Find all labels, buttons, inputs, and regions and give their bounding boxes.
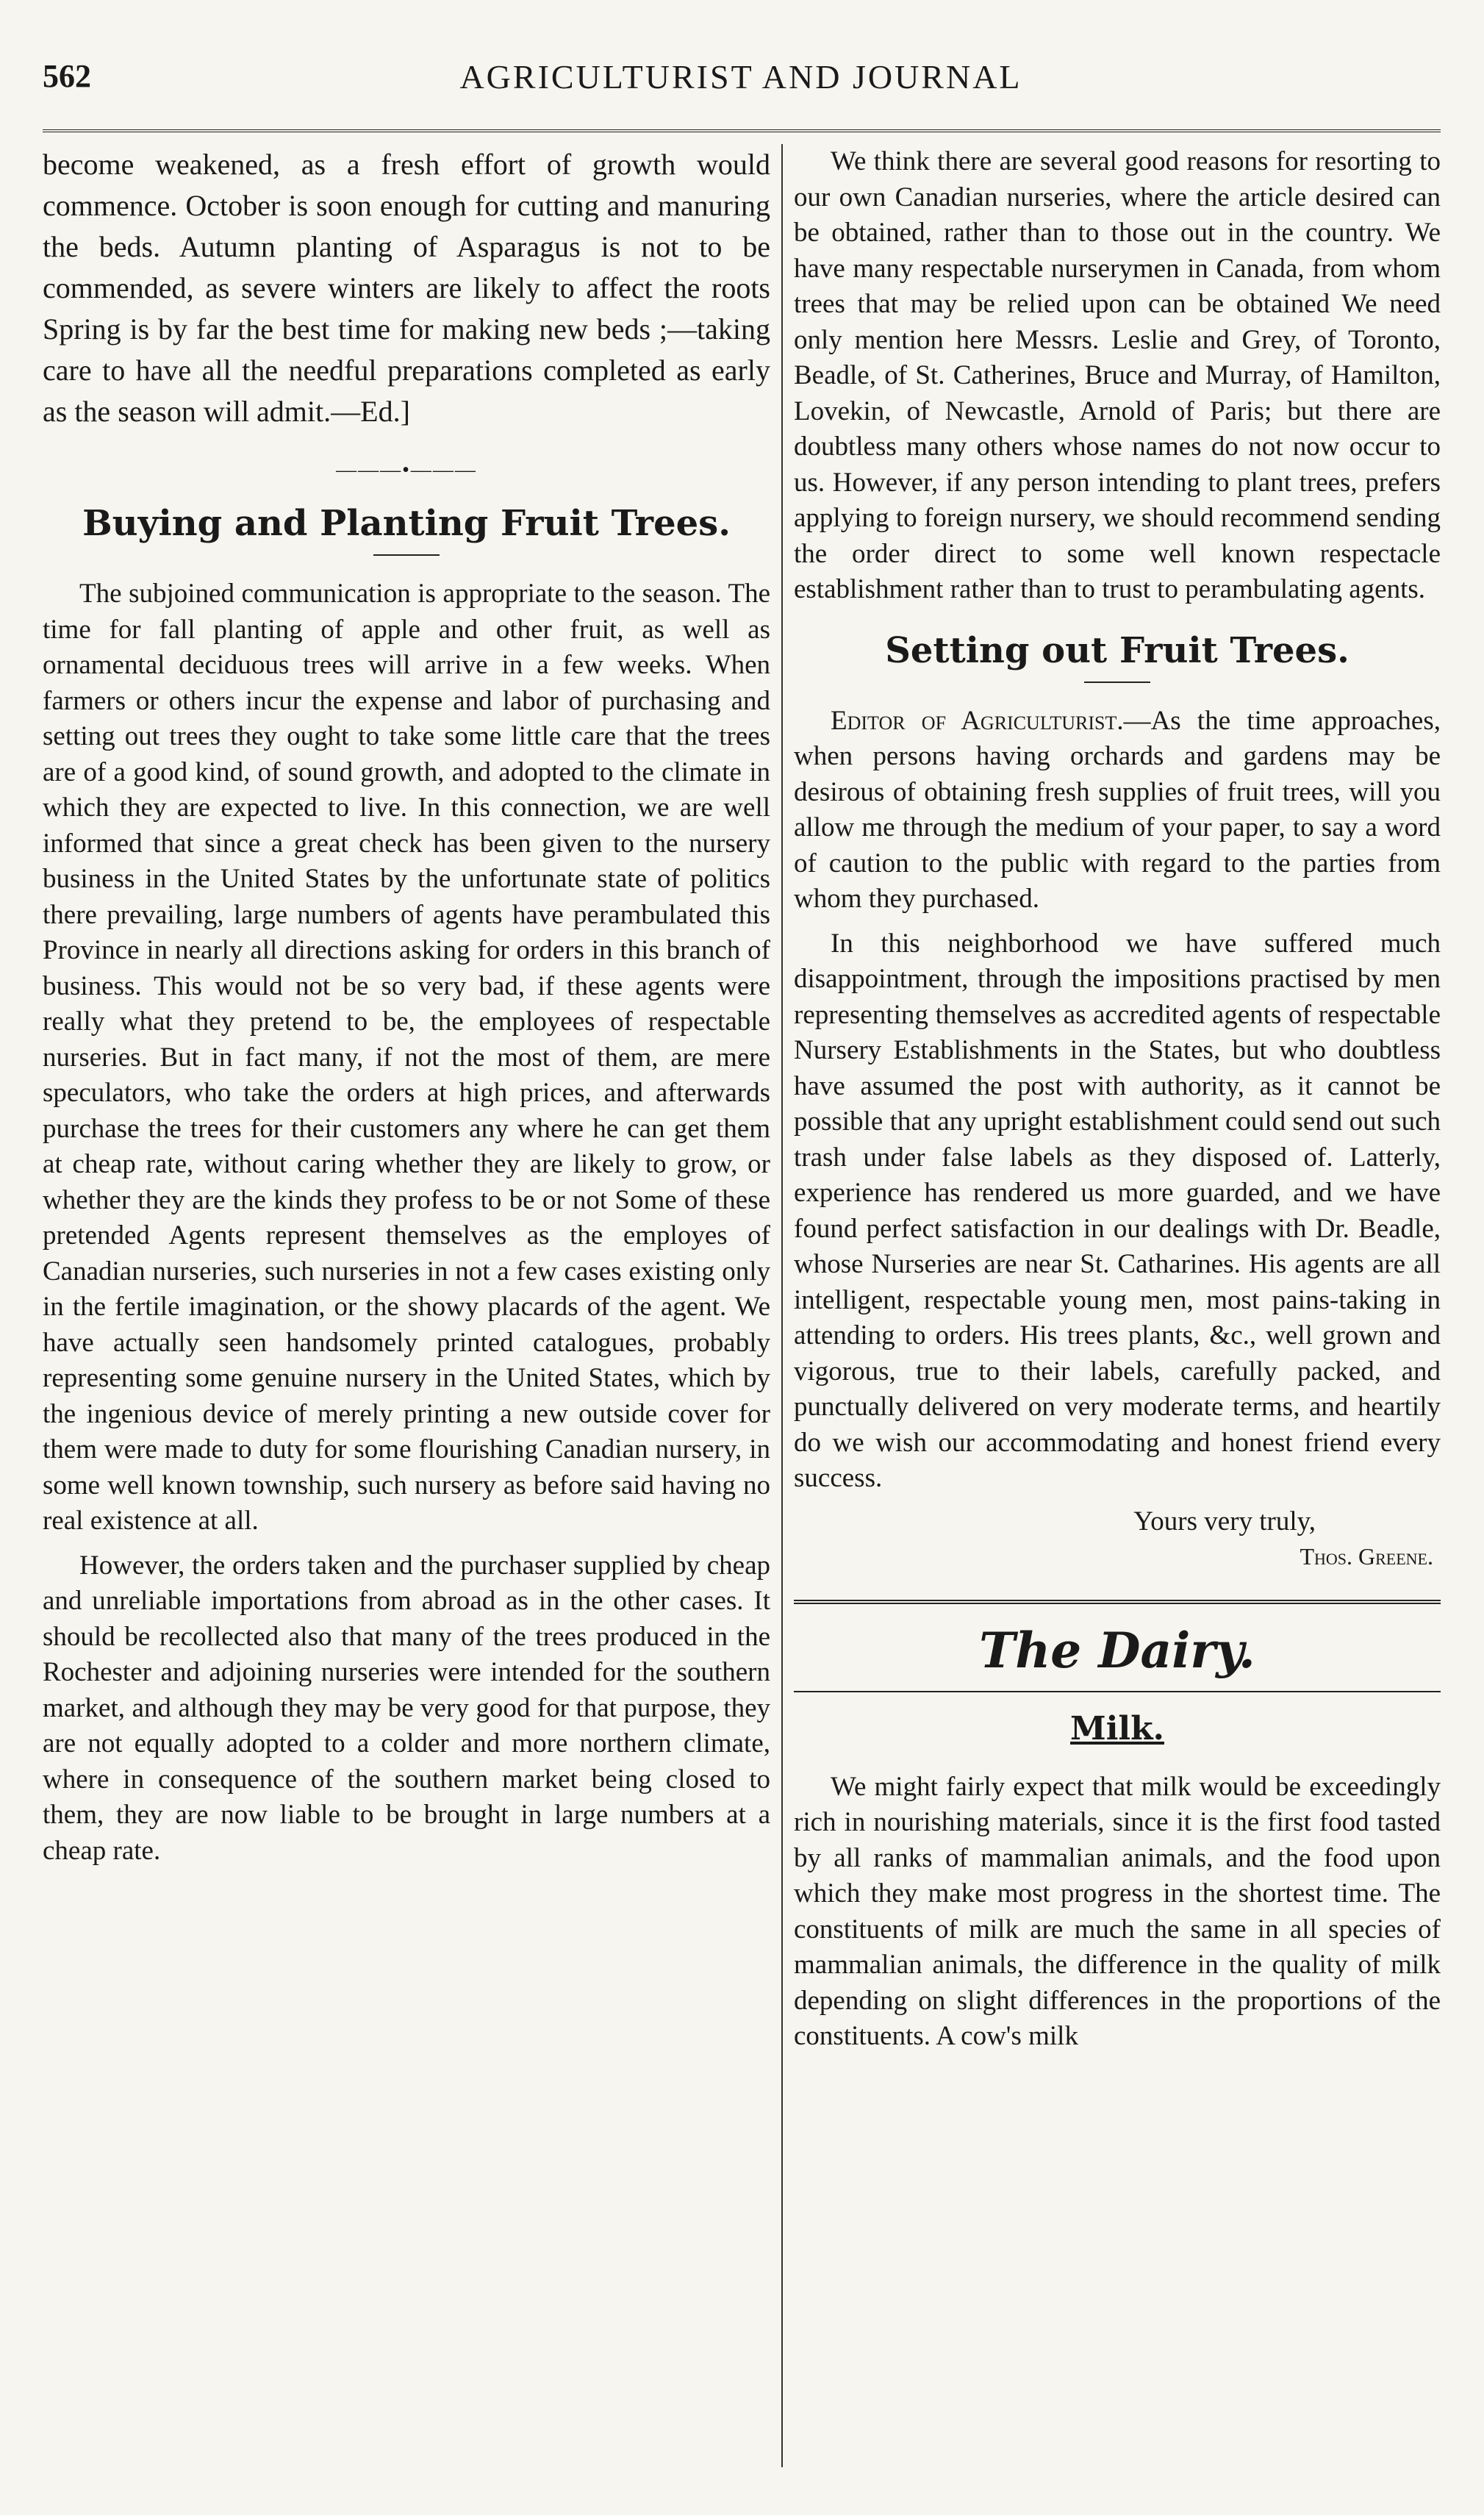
running-title: AGRICULTURIST AND JOURNAL [459, 58, 1022, 96]
section-title-dairy: The Dairy. [979, 1621, 1255, 1679]
column-divider [781, 144, 783, 2467]
title-rule [373, 554, 440, 556]
page-number: 562 [43, 58, 91, 94]
continued-paragraph: become weakened, as a fresh effort of growth would commence. October is soon enough for cutting and manuring the beds. Autumn planting of Asparagus is not to be commended, as severe winters are likely to affect the roots Spring is by far the best time for making new beds ;—taking care to have all the needful preparations completed as early as the season will admit.—Ed.] [43, 148, 770, 428]
letter-salutation: Editor of Agriculturist. [831, 705, 1124, 736]
article-paragraph: However, the orders taken and the purchaser supplied by cheap and unreliable importations from abroad as in the other cases. It should be recollected also that many of the trees produced in the Rochester and adjoining nurseries were intended for the southern market, and although they may be very good for that purpose, they are not equally adopted to a colder and more northern climate, where in consequence of the southern market being closed to them, they are now liable to be brought in large numbers at a cheap rate. [43, 1550, 770, 1866]
article-paragraph: We might fairly expect that milk would be exceedingly rich in nourishing materials, since it is the first food tasted by all ranks of mammalian animals, and the food upon which they make most progress in the shortest time. The constituents of milk are much the same in all species of mammalian animals, the difference in the quality of milk depending on slight differences in the proportions of the constituents. A cow's milk [794, 1771, 1441, 2051]
article-title-milk: Milk. [1070, 1709, 1164, 1747]
article-title-setting: Setting out Fruit Trees. [885, 629, 1349, 671]
ornament-divider: ———•——— [336, 459, 477, 482]
section-thin-rule [794, 1691, 1441, 1692]
section-rule [794, 1600, 1441, 1607]
page-header [43, 51, 1439, 110]
article-paragraph: We think there are several good reasons for resorting to our own Canadian nurseries, where the article desired can be obtained, rather than to those out in the country. We have many respectable nurserymen in Canada, from whom trees that may be relied upon can be obtained We need only mention here Messrs. Leslie and Grey, of Toronto, Beadle, of St. Catherines, Bruce and Murray, of Hamilton, Lovekin, of Newcastle, Arnold of Paris; but there are doubtless many others whose names do not now occur to us. However, if any person intending to plant trees, prefers applying to foreign nursery, we should recommend sending the order direct to some well known respectacle establishment rather than to trust to perambulating agents. [794, 146, 1441, 604]
header-rule [43, 129, 1441, 135]
letter-closing: Yours very truly, [1133, 1506, 1316, 1536]
letter-paragraph [794, 704, 1441, 917]
article-paragraph: The subjoined communication is appropriate to the season. The time for fall planting of apple and other fruit, as well as ornamental deciduous trees will arrive in a few weeks. When farmers or others incur the expense and labor of purchasing and setting out trees they ought to take some little care that the trees are of a good kind, of sound growth, and adopted to the climate in which they are expected to live. In this connection, we are well informed that since a great check has been given to the nursery business in the United States by the unfortunate state of politics there prevailing, large numbers of agents have perambulated this Province in nearly all directions asking for orders in this branch of business. This would not be so very bad, if these agents were really what they pretend to be, the employees of respectable nurseries. But in fact many, if not the most of them, are mere speculators, who take the orders at high prices, and afterwards purchase the trees for their customers any where he can get them at cheap rate, without caring whether they are likely to grow, or whether they are the kinds they profess to be or not Some of these pretended Agents represent themselves as the employes of Canadian nurseries, such nurseries in not a few cases existing only in the fertile imagination, or the showy placards of the agent. We have actually seen handsomely printed catalogues, probably representing some genuine nursery in the United States, which by the ingenious device of merely printing a new outside cover for them were made to duty for some flourishing Canadian nursery, in some well known township, such nursery as before said having no real existence at all. [43, 579, 770, 1536]
left-column [43, 144, 770, 1878]
article-title-buying: Buying and Planting Fruit Trees. [82, 503, 731, 544]
right-column [794, 144, 1441, 2064]
letter-signature: Thos. Greene. [1300, 1542, 1433, 1570]
letter-paragraph: In this neighborhood we have suffered much disappointment, through the impositions practised by men representing themselves as accredited agents of respectable Nursery Establishments in the States, but who doubtless have assumed the post with authority, as it cannot be possible that any upright establishment could send out such trash under false labels as they disposed of. Latterly, experience has rendered us more guarded, and we have found perfect satisfaction in our dealings with Dr. Beadle, whose Nurseries are near St. Catharines. His agents are all intelligent, respectable young men, most pains-taking in attending to orders. His trees plants, &c., well grown and vigorous, true to their labels, carefully packed, and punctually delivered on very moderate terms, and heartily do we wish our accommodating and honest friend every success. [794, 928, 1441, 1493]
title-rule [1084, 681, 1150, 683]
letter-text: —As the time approaches, when persons having orchards and gardens may be desirous of obtaining fresh supplies of fruit trees, will you allow me through the medium of your paper, to say a word of caution to the public with regard to the parties from whom they purchased. [794, 705, 1441, 914]
